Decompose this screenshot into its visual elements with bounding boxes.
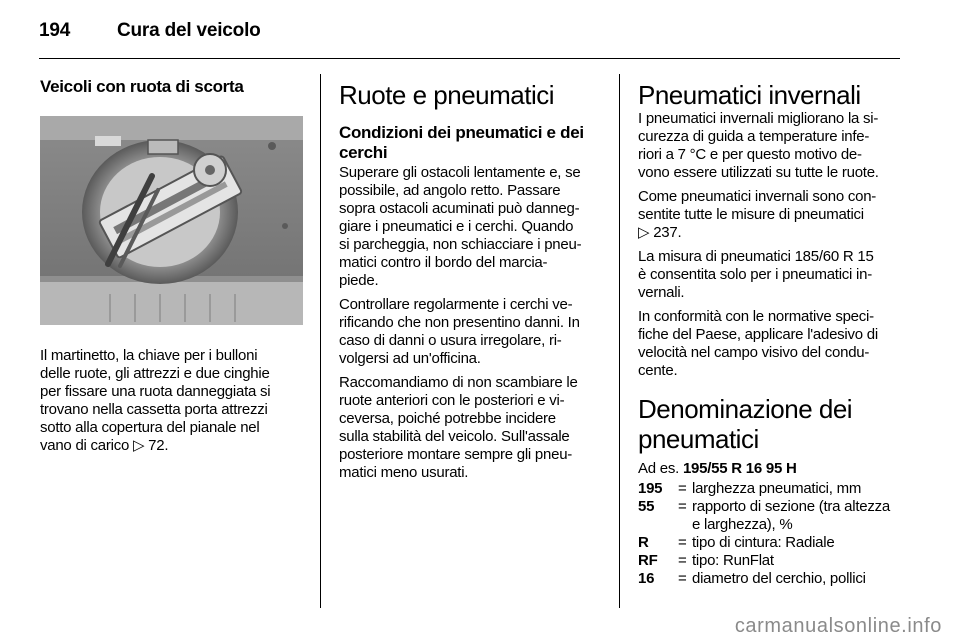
text-line: vono essere utilizzati su tutte le ruote.: [638, 164, 879, 181]
abbr-eq: =: [678, 552, 687, 569]
heading-line: Denominazione dei: [638, 394, 853, 424]
text-line: matici meno usurati.: [339, 464, 469, 481]
text-line: sulla stabilità del veicolo. Sull'assale: [339, 428, 570, 445]
text-line: Il martinetto, la chiave per i bulloni: [40, 347, 258, 364]
text-line: piede.: [339, 272, 379, 289]
text-line: ceversa, poiché potrebbe incidere: [339, 410, 556, 427]
abbr-eq: =: [678, 534, 687, 551]
watermark: carmanualsonline.info: [734, 615, 942, 637]
text-line: vernali.: [638, 284, 685, 301]
heading-line: Condizioni dei pneumatici e dei: [339, 123, 584, 142]
page-reference-link[interactable]: ▷ 237.: [638, 224, 682, 241]
paragraph: [339, 164, 609, 290]
abbr-desc: diametro del cerchio, pollici: [692, 570, 866, 587]
text-line: I pneumatici invernali migliorano la si-: [638, 110, 879, 127]
paragraph: [638, 308, 904, 380]
text-line: In conformità con le normative speci-: [638, 308, 874, 325]
abbr-key: 195: [638, 480, 663, 497]
abbr-desc: tipo di cintura: Radiale: [692, 534, 835, 551]
abbr-eq: =: [678, 480, 687, 497]
abbr-key: 16: [638, 570, 655, 587]
heading-line: cerchi: [339, 143, 388, 162]
text-line: per fissare una ruota danneggiata si: [40, 383, 271, 400]
abbr-eq: =: [678, 498, 687, 515]
text-line: rificando che non presentino danni. In: [339, 314, 580, 331]
text-line: sentite tutte le misure di pneumatici: [638, 206, 864, 223]
text-line: caso di danni o usura irregolare, ri-: [339, 332, 562, 349]
text-line: delle ruote, gli attrezzi e due cinghie: [40, 365, 270, 382]
text-line: Superare gli ostacoli lentamente e, se: [339, 164, 581, 181]
chapter-title: Cura del veicolo: [117, 20, 261, 41]
paragraph: [638, 110, 904, 182]
paragraph: [638, 188, 904, 242]
page-reference-link[interactable]: vano di carico ▷ 72.: [40, 437, 169, 454]
text-line: Come pneumatici invernali sono con-: [638, 188, 877, 205]
text-line: velocità nel campo visivo del condu-: [638, 344, 870, 361]
example-code: 195/55 R 16 95 H: [682, 460, 797, 477]
tyre-condition-heading: [339, 123, 609, 163]
abbr-key: R: [638, 534, 649, 551]
tyre-designation-title: [638, 394, 904, 454]
text-line: rapporto di sezione (tra altezza: [692, 498, 890, 515]
text-line: posteriore montare sempre gli pneu-: [339, 446, 573, 463]
abbr-desc: [692, 498, 904, 534]
abbr-desc: tipo: RunFlat: [692, 552, 774, 569]
spare-wheel-description: [40, 347, 310, 455]
page-header: [39, 20, 261, 42]
text-line: fiche del Paese, applicare l'adesivo di: [638, 326, 878, 343]
column-2: [339, 80, 609, 488]
spare-wheel-heading: Veicoli con ruota di scorta: [40, 77, 244, 96]
wheels-tyres-title: Ruote e pneumatici: [339, 80, 555, 110]
text-line: matici contro il bordo del marcia-: [339, 254, 548, 271]
text-line: giare i pneumatici e i cerchi. Quando: [339, 218, 574, 235]
text-line: sopra ostacoli acuminati può danneg-: [339, 200, 580, 217]
text-line: volgersi ad un'officina.: [339, 350, 481, 367]
tyre-example: [638, 460, 904, 478]
winter-tyres-title: Pneumatici invernali: [638, 80, 861, 110]
spare-wheel-tool-kit-photo: [40, 116, 303, 325]
column-divider-1: [320, 74, 321, 608]
paragraph: [339, 374, 609, 482]
text-line: riori a 7 °C e per questo motivo de-: [638, 146, 862, 163]
text-line: sotto alla copertura del pianale nel: [40, 419, 260, 436]
abbr-desc: larghezza pneumatici, mm: [692, 480, 862, 497]
text-line: Raccomandiamo di non scambiare le: [339, 374, 578, 391]
column-1: [40, 77, 310, 455]
heading-line: pneumatici: [638, 424, 759, 454]
text-line: La misura di pneumatici 185/60 R 15: [638, 248, 874, 265]
paragraph: [638, 248, 904, 302]
text-line: Controllare regolarmente i cerchi ve-: [339, 296, 573, 313]
abbr-key: RF: [638, 552, 658, 569]
column-3: [638, 80, 904, 588]
page-number: 194: [39, 20, 71, 41]
abbr-eq: =: [678, 570, 687, 587]
text-line: si parcheggia, non schiacciare i pneu-: [339, 236, 582, 253]
header-rule: [39, 58, 900, 59]
abbreviation-list: [638, 480, 904, 588]
column-divider-2: [619, 74, 620, 608]
text-line: e larghezza), %: [692, 516, 793, 533]
text-line: è consentita solo per i pneumatici in-: [638, 266, 872, 283]
text-line: possibile, ad angolo retto. Passare: [339, 182, 561, 199]
paragraph: [339, 296, 609, 368]
text-line: cente.: [638, 362, 678, 379]
text-line: trovano nella cassetta porta attrezzi: [40, 401, 268, 418]
example-prefix: Ad es.: [638, 460, 680, 477]
abbr-key: 55: [638, 498, 655, 515]
text-line: curezza di guida a temperature infe-: [638, 128, 870, 145]
text-line: ruote anteriori con le posteriori e vi-: [339, 392, 565, 409]
